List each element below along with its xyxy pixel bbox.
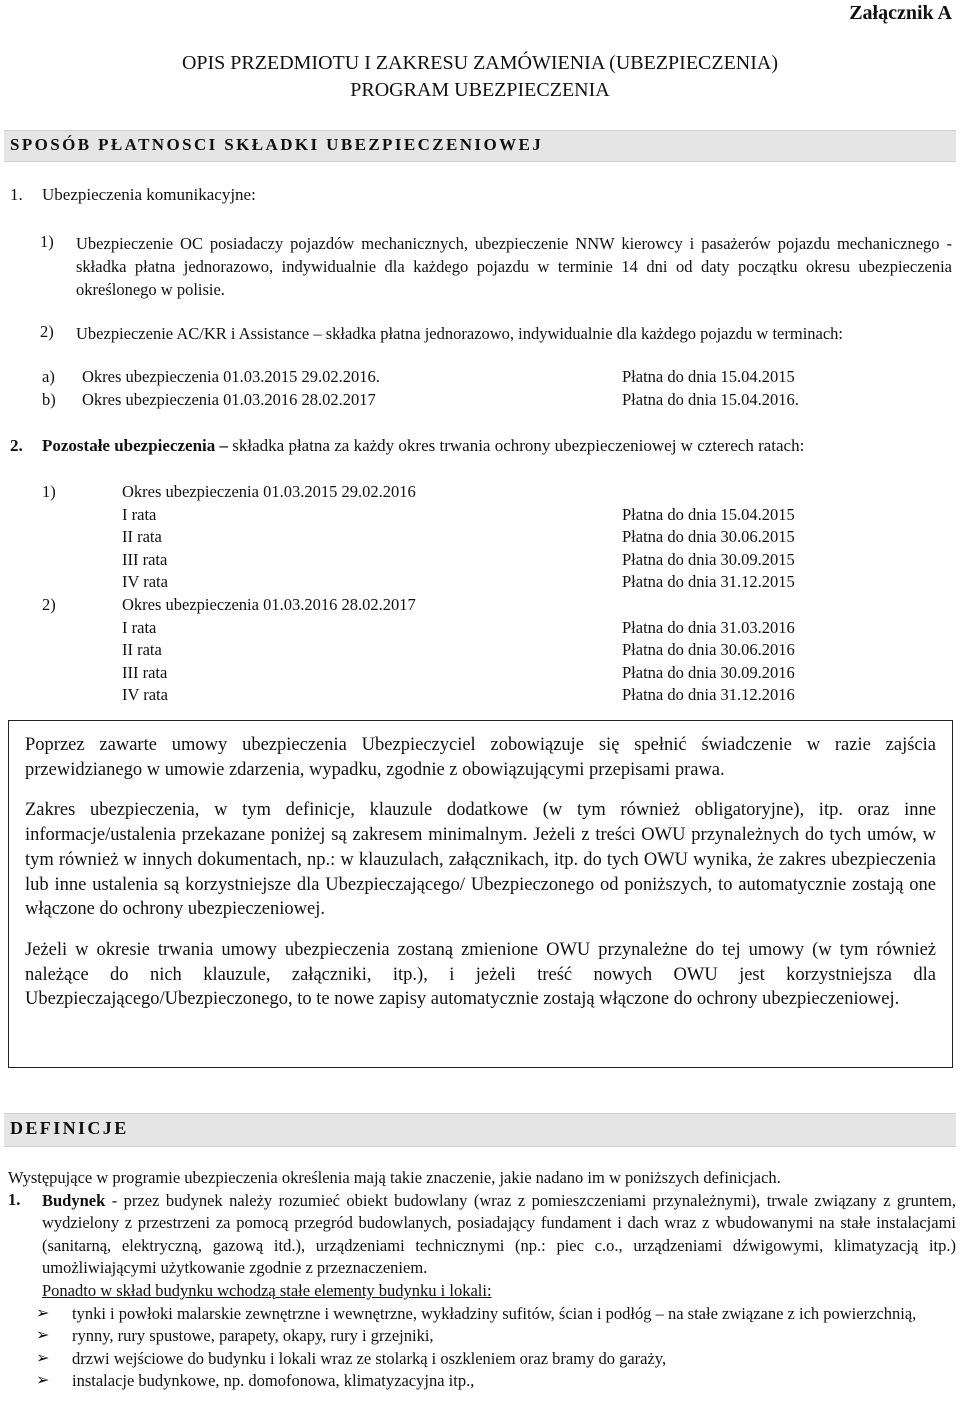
bullet-text: tynki i powłoki malarskie zewnętrzne i wewnętrzne, wykładziny sufitów, ścian i podłóg – na stałe związane z ich powierzchnią, bbox=[72, 1303, 917, 1323]
group-row bbox=[42, 481, 922, 504]
period-due: Płatna do dnia 15.04.2016. bbox=[622, 389, 799, 409]
bullet-text: rynny, rury spustowe, parapety, okapy, rury i grzejniki, bbox=[72, 1326, 434, 1346]
group-number: 1) bbox=[42, 482, 56, 501]
rate-due: Płatna do dnia 30.06.2015 bbox=[622, 527, 795, 547]
rate-due: Płatna do dnia 31.12.2015 bbox=[622, 572, 795, 592]
definition-bullets bbox=[36, 1303, 956, 1393]
document-subtitle: PROGRAM UBEZPIECZENIA bbox=[350, 79, 610, 101]
rate-label: I rata bbox=[122, 617, 157, 637]
group-row bbox=[42, 594, 922, 617]
group-period: Okres ubezpieczenia 01.03.2016 28.02.2017 bbox=[122, 594, 416, 614]
period-row bbox=[42, 366, 922, 389]
rate-row bbox=[42, 617, 922, 640]
rate-label: II rata bbox=[122, 640, 162, 660]
rate-row bbox=[42, 571, 922, 594]
definitions-intro: Występujące w programie ubezpieczenia określenia mają takie znaczenie, jakie nadano im w poniższych definicjach. bbox=[8, 1168, 781, 1187]
rate-row bbox=[42, 526, 922, 549]
period-due: Płatna do dnia 15.04.2015 bbox=[622, 367, 795, 386]
definition-1 bbox=[8, 1190, 956, 1393]
terms-paragraph-3: Jeżeli w okresie trwania umowy ubezpieczenia zostaną zmienione OWU przynależne do tej umowy (w tym również należące do nich klauzule, załączniki, itp.), i jeżeli treść nowych OWU jest korzystniejsza dla Ubezpieczającego/Ubezpieczonego, to te nowe zapisy automatycznie zostają włączone do ochrony ubezpieczeniowej. bbox=[25, 939, 936, 1010]
arrow-bullet-icon: ➢ bbox=[36, 1349, 50, 1367]
section-band-definitions bbox=[4, 1113, 956, 1147]
document-title: OPIS PRZEDMIOTU I ZAKRESU ZAMÓWIENIA (UBEZPIECZENIA) bbox=[181, 52, 779, 74]
rate-row bbox=[42, 684, 922, 707]
rate-label: IV rata bbox=[122, 685, 168, 705]
rate-label: III rata bbox=[122, 662, 168, 682]
section-1-title: Ubezpieczenia komunikacyjne: bbox=[42, 185, 256, 204]
section-1-periods bbox=[42, 366, 922, 411]
item-number: 2) bbox=[40, 322, 54, 341]
group-number: 2) bbox=[42, 594, 56, 614]
period-label: a) bbox=[42, 367, 55, 386]
definition-subheading: Ponadto w skład budynku wchodzą stałe elementy budynku i lokali: bbox=[42, 1280, 492, 1300]
section-2-schedule bbox=[42, 481, 922, 707]
item-number: 1) bbox=[40, 232, 54, 251]
rate-due: Płatna do dnia 30.09.2016 bbox=[622, 662, 795, 682]
section-2-title: Pozostałe ubezpieczenia – bbox=[42, 436, 229, 455]
section-1-number: 1. bbox=[10, 185, 23, 204]
terms-paragraph-1: Poprzez zawarte umowy ubezpieczenia Ubezpieczyciel zobowiązuje się spełnić świadczenie w razie zajścia przewidzianego w umowie zdarzenia, wypadku, zgodnie z obowiązującymi przepisami prawa. bbox=[25, 735, 936, 780]
period-text: Okres ubezpieczenia 01.03.2015 29.02.2016. bbox=[82, 367, 380, 386]
section-2-number: 2. bbox=[10, 436, 23, 455]
definition-text: - przez budynek należy rozumieć obiekt budowlany (wraz z pomieszczeniami przynależnymi), trwale związany z gruntem, wydzielony z przestrzeni za pomocą przegród budowlanych, posiadający fundament i dach wraz z wbudowanymi na stałe instalacjami (sanitarną, elektryczną, gazową itd.), urządzeniami technicznymi (np.: piec c.o., urządzeniami dźwigowymi, klimatyzacją itp.) umożliwiającymi użytkowanie zgodnie z przeznaczeniem. bbox=[42, 1190, 956, 1278]
bullet-text: instalacje budynkowe, np. domofonowa, klimatyzacyjna itp., bbox=[72, 1371, 475, 1391]
rate-due: Płatna do dnia 30.06.2016 bbox=[622, 640, 795, 660]
group-period: Okres ubezpieczenia 01.03.2015 29.02.2016 bbox=[122, 482, 416, 501]
definitions bbox=[8, 1167, 956, 1393]
section-band-payment bbox=[4, 130, 956, 162]
rate-due: Płatna do dnia 31.12.2016 bbox=[622, 685, 795, 705]
definition-number: 1. bbox=[8, 1189, 21, 1209]
rate-row bbox=[42, 662, 922, 685]
arrow-bullet-icon: ➢ bbox=[36, 1327, 50, 1345]
rate-label: IV rata bbox=[122, 572, 168, 592]
bullet-text: drzwi wejściowe do budynku i lokali wraz ze stolarką i oszkleniem oraz bramy do garaży, bbox=[72, 1348, 667, 1368]
list-item bbox=[36, 1348, 956, 1371]
rate-due: Płatna do dnia 31.03.2016 bbox=[622, 617, 795, 637]
item-text: Ubezpieczenie AC/KR i Assistance – składka płatna jednorazowo, indywidualnie dla każdego pojazdu w terminach: bbox=[76, 324, 844, 343]
rate-row bbox=[42, 549, 922, 572]
period-row bbox=[42, 389, 922, 412]
section-1-item-2 bbox=[40, 322, 952, 345]
section-2-text: składka płatna za każdy okres trwania ochrony ubezpieczeniowej w czterech ratach: bbox=[228, 436, 805, 455]
rate-due: Płatna do dnia 15.04.2015 bbox=[622, 504, 795, 524]
list-item bbox=[36, 1303, 956, 1326]
annex-label: Załącznik A bbox=[849, 2, 952, 24]
section-band-payment-label: SPOSÓB PŁATNOSCI SKŁADKI UBEZPIECZENIOWEJ bbox=[10, 135, 544, 154]
rate-label: III rata bbox=[122, 549, 168, 569]
rate-row bbox=[42, 639, 922, 662]
rate-label: I rata bbox=[122, 504, 157, 524]
period-label: b) bbox=[42, 389, 56, 409]
rate-label: II rata bbox=[122, 527, 162, 547]
item-text: Ubezpieczenie OC posiadaczy pojazdów mechanicznych, ubezpieczenie NNW kierowcy i pasażerów pojazdu mechanicznego - składka płatna jednorazowo, indywidualnie dla każdego pojazdu w terminie 14 dni od daty początku okresu ubezpieczenia określonego w polisie. bbox=[76, 234, 952, 299]
terms-box bbox=[8, 720, 953, 1068]
list-item bbox=[36, 1370, 956, 1393]
arrow-bullet-icon: ➢ bbox=[36, 1372, 50, 1390]
rate-due: Płatna do dnia 30.09.2015 bbox=[622, 549, 795, 569]
rate-row bbox=[42, 504, 922, 527]
section-2-heading bbox=[10, 436, 955, 456]
section-1-heading bbox=[10, 185, 256, 205]
list-item bbox=[36, 1325, 956, 1348]
definition-term: Budynek bbox=[42, 1190, 106, 1210]
arrow-bullet-icon: ➢ bbox=[36, 1304, 50, 1322]
section-band-definitions-label: DEFINICJE bbox=[10, 1118, 129, 1138]
terms-paragraph-2: Zakres ubezpieczenia, w tym definicje, klauzule dodatkowe (w tym również obligatoryjne), itp. oraz inne informacje/ustalenia przekazane poniżej są zakresem minimalnym. Jeżeli z treści OWU przynależnych do tych umów, w tym również w innych dokumentach, np.: w klauzulach, załącznikach, itp. do tych OWU wynika, że zakres ubezpieczenia lub inne ustalenia są korzystniejsze dla Ubezpieczającego/ Ubezpieczonego od poniższych, to automatycznie zostają one włączone do ochrony ubezpieczeniowej. bbox=[25, 800, 936, 920]
period-text: Okres ubezpieczenia 01.03.2016 28.02.2017 bbox=[82, 389, 376, 409]
section-1-item-1 bbox=[40, 232, 952, 301]
